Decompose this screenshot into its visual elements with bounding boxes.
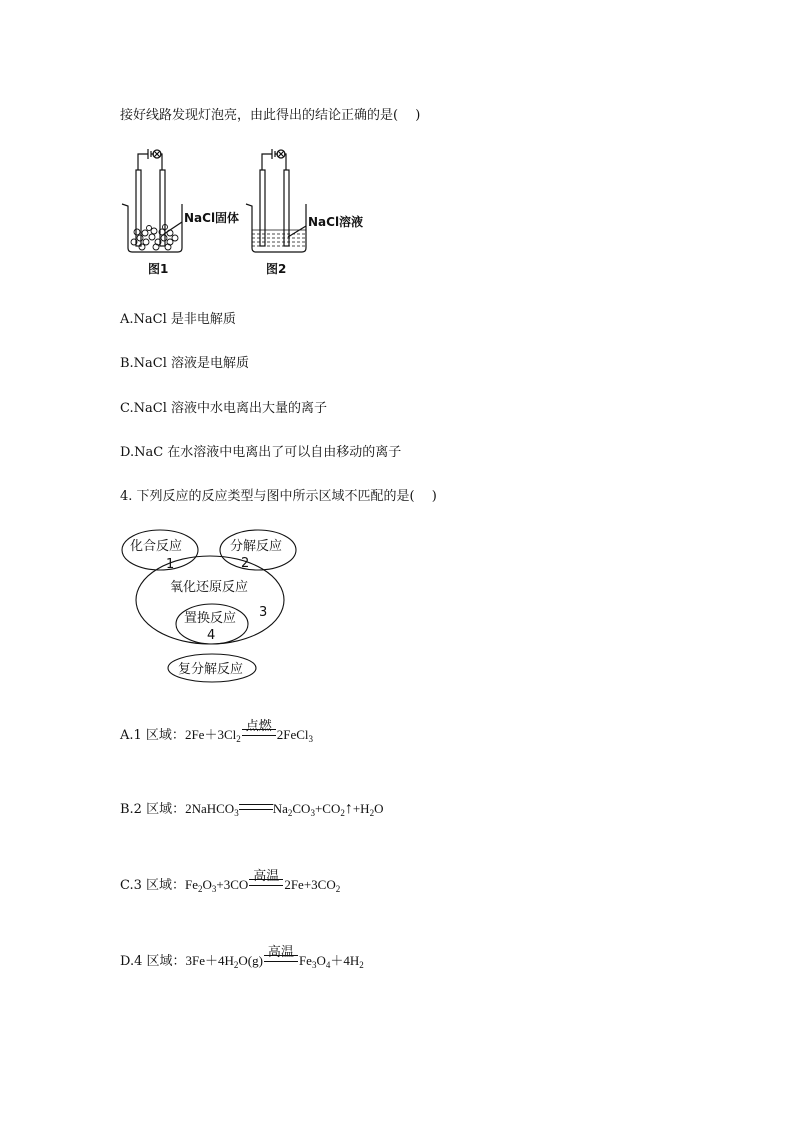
q3-option-a: A.NaCl 是非电解质 (120, 312, 236, 327)
label-region-2: 2 (241, 556, 250, 571)
label-region-3: 3 (259, 605, 268, 620)
label-region-1: 1 (166, 557, 175, 572)
label-region-4: 4 (207, 628, 216, 643)
q4-option-d: D.4 区域：$3Fe+4H_2O(g)$ 高温 $Fe_3O_4+4H_2$ (120, 945, 364, 970)
q3-option-d: D.NaC 在水溶液中电离出了可以自由移动的离子 (120, 445, 402, 460)
equals-sign-b (239, 804, 273, 810)
reaction-condition-c: 高温 (249, 878, 283, 893)
q4-option-a: A.1 区域：$2Fe+3Cl_2$ 点燃 2FeCl$_3$ (120, 719, 314, 744)
q4-option-b: B.2 区域：2NaHCO$_3$ $Na_2CO_3+CO_2↑+H_2O$ (120, 800, 384, 818)
beaker-1 (122, 149, 182, 252)
q3-option-b: B.NaCl 溶液是电解质 (120, 356, 250, 371)
reaction-condition-d: 高温 (264, 954, 298, 969)
label-decomposition: 分解反应 (230, 539, 283, 554)
q4-option-c: C.3 区域：$Fe_2O_3+3CO$ 高温 $2Fe+3CO_2$ (120, 869, 341, 894)
caption-figure-2: 图2 (266, 262, 287, 276)
beaker-2 (246, 149, 306, 252)
conductivity-figure (118, 142, 378, 282)
reaction-type-diagram (118, 528, 318, 688)
label-displacement: 置换反应 (184, 611, 237, 626)
label-nacl-solution: NaCl溶液 (308, 215, 364, 229)
label-nacl-solid: NaCl固体 (184, 211, 240, 225)
label-combination: 化合反应 (130, 539, 183, 554)
q3-option-c: C.NaCl 溶液中水电离出大量的离子 (120, 401, 327, 416)
reaction-condition-a: 点燃 (242, 728, 276, 743)
label-redox: 氧化还原反应 (170, 580, 249, 595)
q4-stem: 4. 下列反应的反应类型与图中所示区域不匹配的是( ) (120, 489, 437, 504)
caption-figure-1: 图1 (148, 262, 169, 276)
label-double-decomposition: 复分解反应 (178, 662, 244, 677)
q3-stem: 接好线路发现灯泡亮，由此得出的结论正确的是( ) (120, 108, 421, 123)
